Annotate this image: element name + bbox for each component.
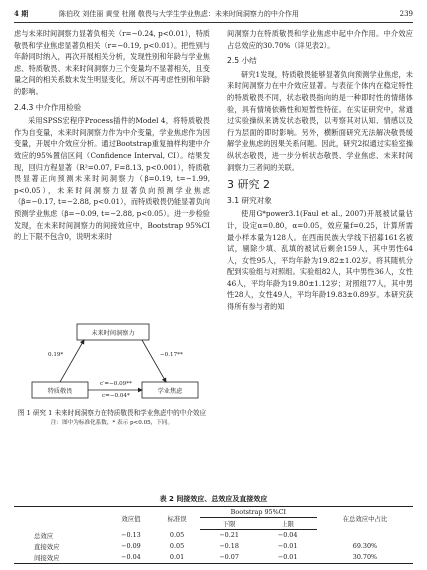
- mediation-diagram: [14, 322, 210, 404]
- section-heading-2-4-3: 2.4.3 中介作用检验: [14, 102, 82, 112]
- table-header-effect: 效应值: [108, 507, 154, 530]
- table-header-blank: [14, 507, 108, 530]
- effects-table: [14, 506, 413, 564]
- path-b-label: −0.17**: [160, 352, 183, 358]
- cell-se: 0.01: [154, 552, 200, 564]
- header-rule: [14, 22, 413, 23]
- path-a-arrow: [60, 340, 84, 382]
- table-title: 表 2 间接效应、总效应及直接效应: [159, 495, 268, 503]
- right-column: [227, 28, 413, 313]
- paragraph: 间洞察力在特质敬畏和学业焦虑中起中介作用。中介效应占总效应的30.70%（详见表2）。: [227, 29, 413, 50]
- row-label: 直接效应: [34, 542, 60, 551]
- table-row: [14, 541, 413, 552]
- cell-effect: −0.04: [108, 552, 154, 564]
- cell-upper: −0.01: [277, 542, 298, 550]
- figure-note: 注：图中为标准化系数，* 表示 p<0.05，下同。: [50, 420, 174, 426]
- paragraph: 采用SPSS宏程序Process插件的Model 4，将特质敬畏作为自变量，未来时间洞察力作为中介变量，学业焦虑作为因变量，开展中介效应分析。通过Bootstrap重复抽样构建中介效应的95%置信区间（Confidence Interval, CI）。结果发现，回归方程显著（R²=0.07, F=8.13, p<0.001），特质敬畏显著正向预测未来时间洞察力（β=0.19, t=−1.99, p<0.05），未来时间洞察力显著负向预测学业焦虑（β=−0.17, t=−2.88, p<0.01），而特质敬畏仍能显著负向预测学业焦虑（β=−0.09, t=−2.88, p<0.05）。进一步检验发现，在未来时间洞察力的间接效应中，Bootstrap 95%CI的上下限不包含0，说明未来时: [14, 116, 210, 242]
- row-label: 间接效应: [14, 552, 108, 564]
- cell-lower: −0.18: [219, 542, 239, 550]
- cell-pct: 69.30%: [352, 542, 378, 550]
- table-row: [14, 530, 413, 541]
- section-heading-3-1: 3.1 研究对象: [227, 195, 272, 205]
- table-header-se: 标准误: [154, 507, 200, 530]
- paragraph: 使用G*power3.1(Faul et al., 2007)开展被试量估计，设定α=0.80，α=0.05，效应量f=0.25，计算所需最小样本量为128人。在西南民族大学线下招募161名被试，剔除少填、乱填的被试后剩余159人，其中男性64人，女性95人，平均年龄为19.82±1.02岁。将其随机分配到实验组与对照组。实验组82人，其中男性36人，女性46人，平均年龄为19.80±1.12岁；对照组77人，其中男性28人，女性49人，平均年龄19.83±0.89岁。本研究获得所有参与者的知: [227, 209, 413, 312]
- node-future-time-perspective: 未来时间洞察力: [91, 330, 135, 337]
- row-label: 总效应: [34, 531, 54, 540]
- cell-effect: −0.09: [121, 542, 141, 550]
- table-header-lower: 下限: [200, 518, 259, 530]
- cell-effect: −0.13: [121, 531, 141, 539]
- left-column: [14, 28, 210, 243]
- path-a-label: 0.19*: [48, 352, 64, 358]
- issue-number: 4 期: [14, 9, 29, 18]
- cell-lower: −0.21: [219, 531, 239, 540]
- figure-title: 图 1 研究 1 未来时间洞察力在特质敬畏和学业焦虑中的中介效应: [17, 409, 207, 417]
- table-header-ci: Bootstrap 95%CI: [200, 507, 317, 518]
- path-c-label: c=−0.04*: [102, 393, 130, 399]
- cell-upper: −0.01: [258, 552, 317, 564]
- path-c-prime-label: c′=−0.09**: [100, 381, 132, 387]
- paragraph: 虑与未来时间洞察力显著负相关（r=−0.24, p<0.01），特质敬畏和学业焦虑显著负相关（r=−0.19, p<0.01）。把性别与年龄同时纳入，再次开展相关分析，发现性别和年龄与学业焦虑、特质敬畏、未来时间洞察力三个变量均不显著相关，且变量之间的相关系数未发生明显变化，所以不再考虑性别和年龄的影响。: [14, 29, 210, 96]
- table-header-upper: 上限: [258, 518, 317, 530]
- section-heading-2-5: 2.5 小结: [227, 56, 257, 66]
- cell-pct: [317, 530, 413, 541]
- cell-se: 0.05: [169, 542, 185, 550]
- cell-se: 0.05: [169, 531, 185, 539]
- cell-upper: −0.04: [277, 531, 298, 540]
- page-number: 239: [399, 10, 413, 18]
- figure-caption: [14, 408, 210, 428]
- cell-lower: −0.07: [200, 552, 259, 564]
- running-title: 陈伯玫 刘佳丽 黄莹 杜刚 敬畏与大学生学业焦虑：未来时间洞察力的中介作用: [59, 10, 299, 18]
- path-b-arrow: [142, 340, 166, 382]
- running-header: [14, 8, 413, 20]
- cell-pct: 30.70%: [317, 552, 413, 564]
- node-trait-awe: 特质敬畏: [47, 388, 73, 395]
- table-row: [14, 552, 413, 564]
- node-academic-anxiety: 学业焦虑: [157, 388, 183, 395]
- section-heading-3: 3 研究 2: [227, 178, 270, 192]
- table-header-pct: 在总效应中占比: [317, 507, 413, 530]
- paragraph: 研究1发现，特质敬畏能够显著负向预测学业焦虑，未来时间洞察力在中介效应显著。与表征个体内在稳定特性的特质敬畏不同，状态敬畏指向的是一种即时性的情绪体验，具有情境依赖性和短暂性特征。在实证研究中，常通过实验操纵来诱发状态敬畏，以考察其对认知、情感以及行为层面的即时影响。另外，横断面研究无法解决敬畏缓解学业焦虑的因果关系问题。因此，研究2拟通过实验室操纵状态敬畏，进一步分析状态敬畏、学业焦虑、未来时间洞察力三者间的关联。: [227, 69, 413, 172]
